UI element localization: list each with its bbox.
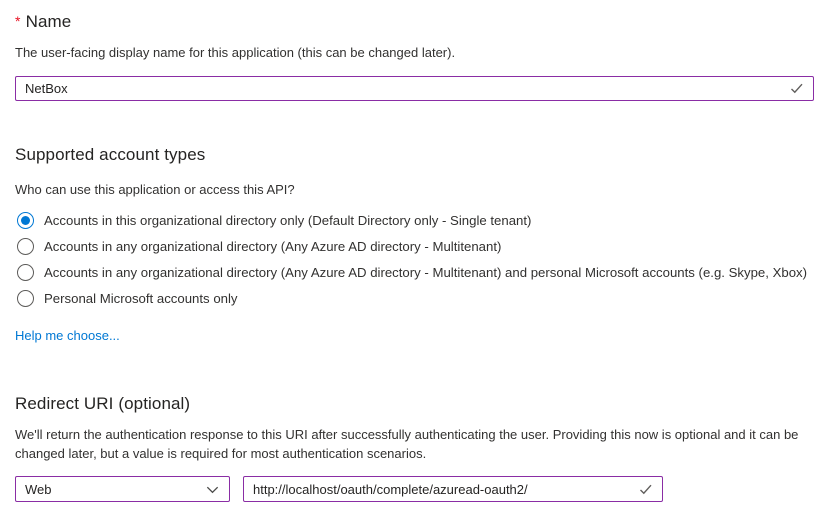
radio-icon[interactable] — [17, 290, 34, 307]
account-types-title: Supported account types — [15, 145, 206, 164]
radio-option-multitenant[interactable] — [15, 233, 814, 259]
radio-option-label: Accounts in this organizational directory only (Default Directory only - Single tenant) — [44, 212, 532, 228]
redirect-uri-title: Redirect URI (optional) — [15, 394, 191, 413]
name-section-title-text: Name — [25, 12, 72, 31]
redirect-uri-description: We'll return the authentication response to this URI after successfully authenticating the user. Providing this now is optional and it can be changed later, but a value is required for most authentication scenarios. — [15, 427, 799, 461]
name-section — [15, 10, 814, 101]
help-me-choose-link[interactable]: Help me choose... — [15, 328, 120, 343]
radio-option-personal-only[interactable] — [15, 285, 814, 311]
name-description: The user-facing display name for this application (this can be changed later). — [15, 45, 456, 60]
radio-option-single-tenant[interactable] — [15, 207, 814, 233]
platform-select-value: Web — [25, 481, 52, 497]
redirect-uri-section — [15, 393, 814, 502]
account-types-question: Who can use this application or access this API? — [15, 182, 295, 197]
redirect-uri-input[interactable] — [243, 476, 663, 502]
name-input[interactable] — [15, 76, 814, 101]
redirect-uri-input-wrap — [243, 476, 663, 502]
radio-icon[interactable] — [17, 264, 34, 281]
account-types-section — [15, 144, 814, 345]
radio-option-multitenant-personal[interactable] — [15, 259, 814, 285]
required-asterisk: * — [15, 13, 21, 29]
radio-option-label: Accounts in any organizational directory (Any Azure AD directory - Multitenant) — [44, 238, 502, 254]
radio-icon[interactable] — [17, 238, 34, 255]
radio-option-label: Accounts in any organizational directory (Any Azure AD directory - Multitenant) and personal Microsoft accounts (e.g. Skype, Xbox) — [44, 264, 808, 280]
platform-select[interactable] — [15, 476, 230, 502]
radio-icon[interactable] — [17, 212, 34, 229]
redirect-uri-row — [15, 476, 814, 502]
name-input-wrap — [15, 76, 814, 101]
radio-option-label: Personal Microsoft accounts only — [44, 290, 238, 306]
app-registration-form — [15, 0, 814, 502]
account-types-radio-group — [15, 207, 814, 311]
chevron-down-icon — [205, 482, 220, 497]
name-section-title — [15, 10, 814, 33]
